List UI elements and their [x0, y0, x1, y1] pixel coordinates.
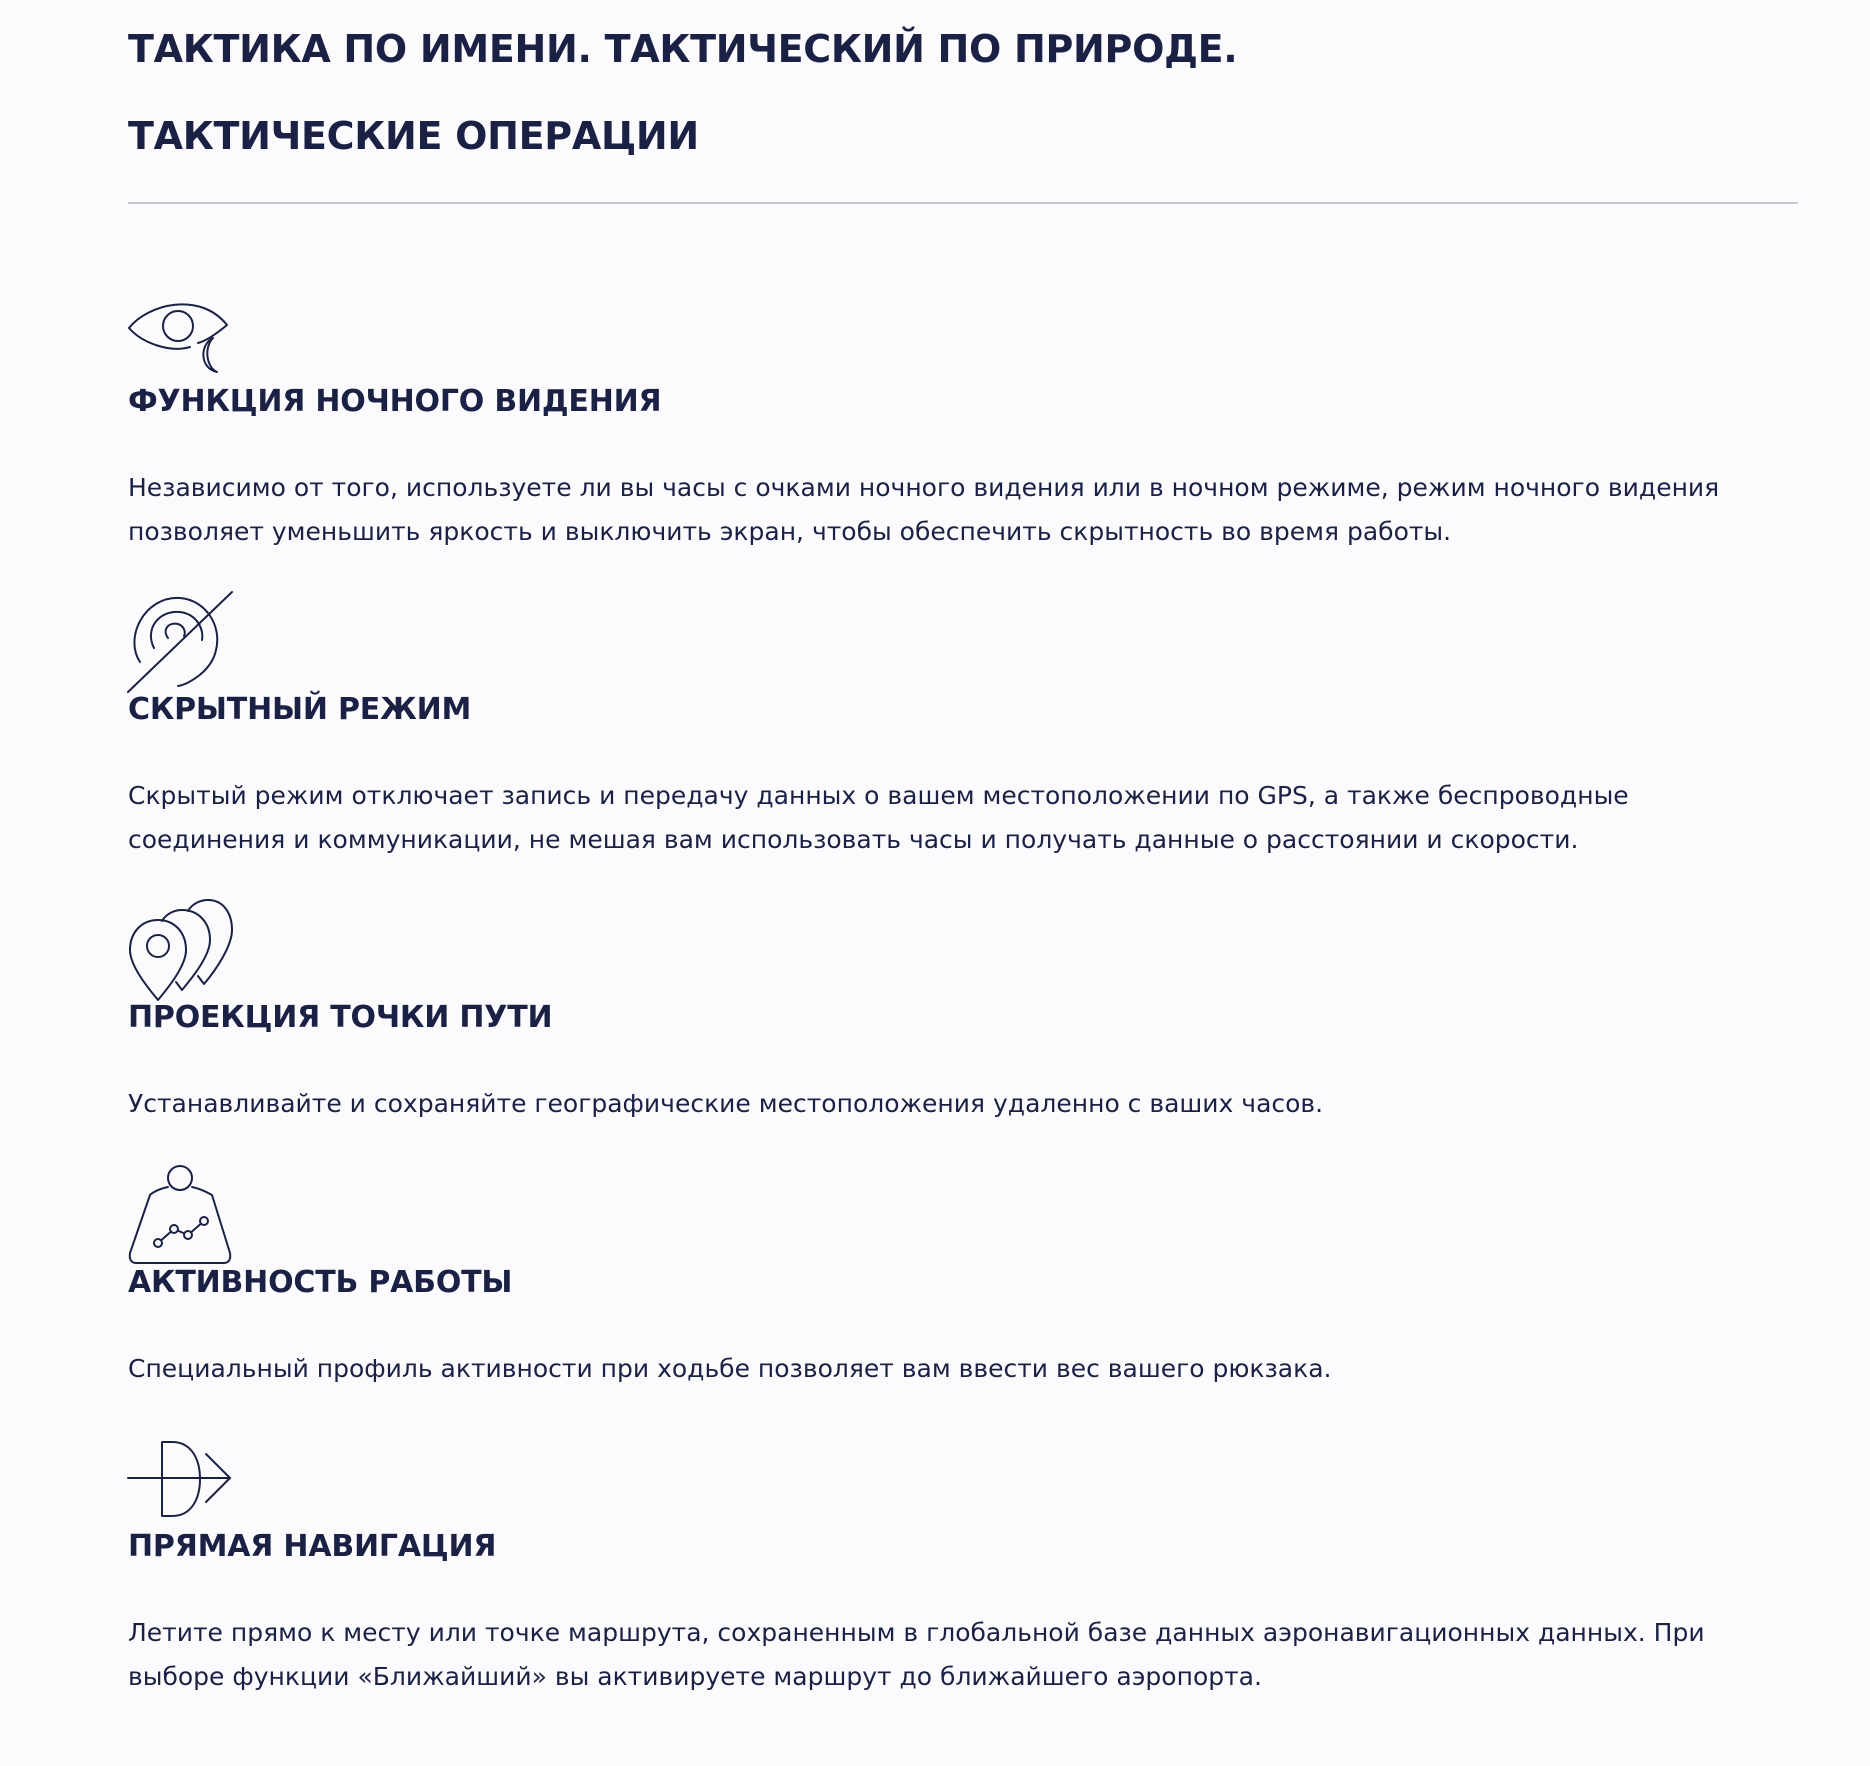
section-divider — [128, 202, 1798, 204]
feature-title: АКТИВНОСТЬ РАБОТЫ — [128, 1265, 513, 1300]
feature-description: Скрытый режим отключает запись и передачу данных о вашем местоположении по GPS, а также беспроводные соединения и коммуникации, не мешая вам использовать часы и получать данные о расстоянии и скорости. — [128, 781, 1629, 854]
page-title: ТАКТИКА ПО ИМЕНИ. ТАКТИЧЕСКИЙ ПО ПРИРОДЕ. — [128, 27, 1238, 71]
direct-navigation-icon — [128, 1440, 232, 1518]
feature-description: Независимо от того, используете ли вы часы с очками ночного видения или в ночном режиме, режим ночного видения позволяет уменьшить яркость и выключить экран, чтобы обеспечить скрытность во время работы. — [128, 473, 1720, 546]
feature-description: Летите прямо к месту или точке маршрута, сохраненным в глобальной базе данных аэронавигационных данных. При выборе функции «Ближайший» вы активируете маршрут до ближайшего аэропорта. — [128, 1618, 1705, 1691]
eye-moon-icon — [128, 295, 232, 375]
feature-title: ПРОЕКЦИЯ ТОЧКИ ПУТИ — [128, 1000, 553, 1035]
feature-description: Специальный профиль активности при ходьбе позволяет вам ввести вес вашего рюкзака. — [128, 1354, 1332, 1383]
feature-description: Устанавливайте и сохраняйте географические местоположения удаленно с ваших часов. — [128, 1089, 1324, 1118]
map-pins-icon — [128, 900, 232, 1000]
feature-title: ПРЯМАЯ НАВИГАЦИЯ — [128, 1529, 497, 1564]
section-title: ТАКТИЧЕСКИЕ ОПЕРАЦИИ — [128, 114, 699, 158]
backpack-weight-icon — [128, 1165, 232, 1265]
feature-title: СКРЫТНЫЙ РЕЖИМ — [128, 692, 472, 727]
feature-title: ФУНКЦИЯ НОЧНОГО ВИДЕНИЯ — [128, 384, 662, 419]
signal-off-icon — [128, 592, 232, 692]
